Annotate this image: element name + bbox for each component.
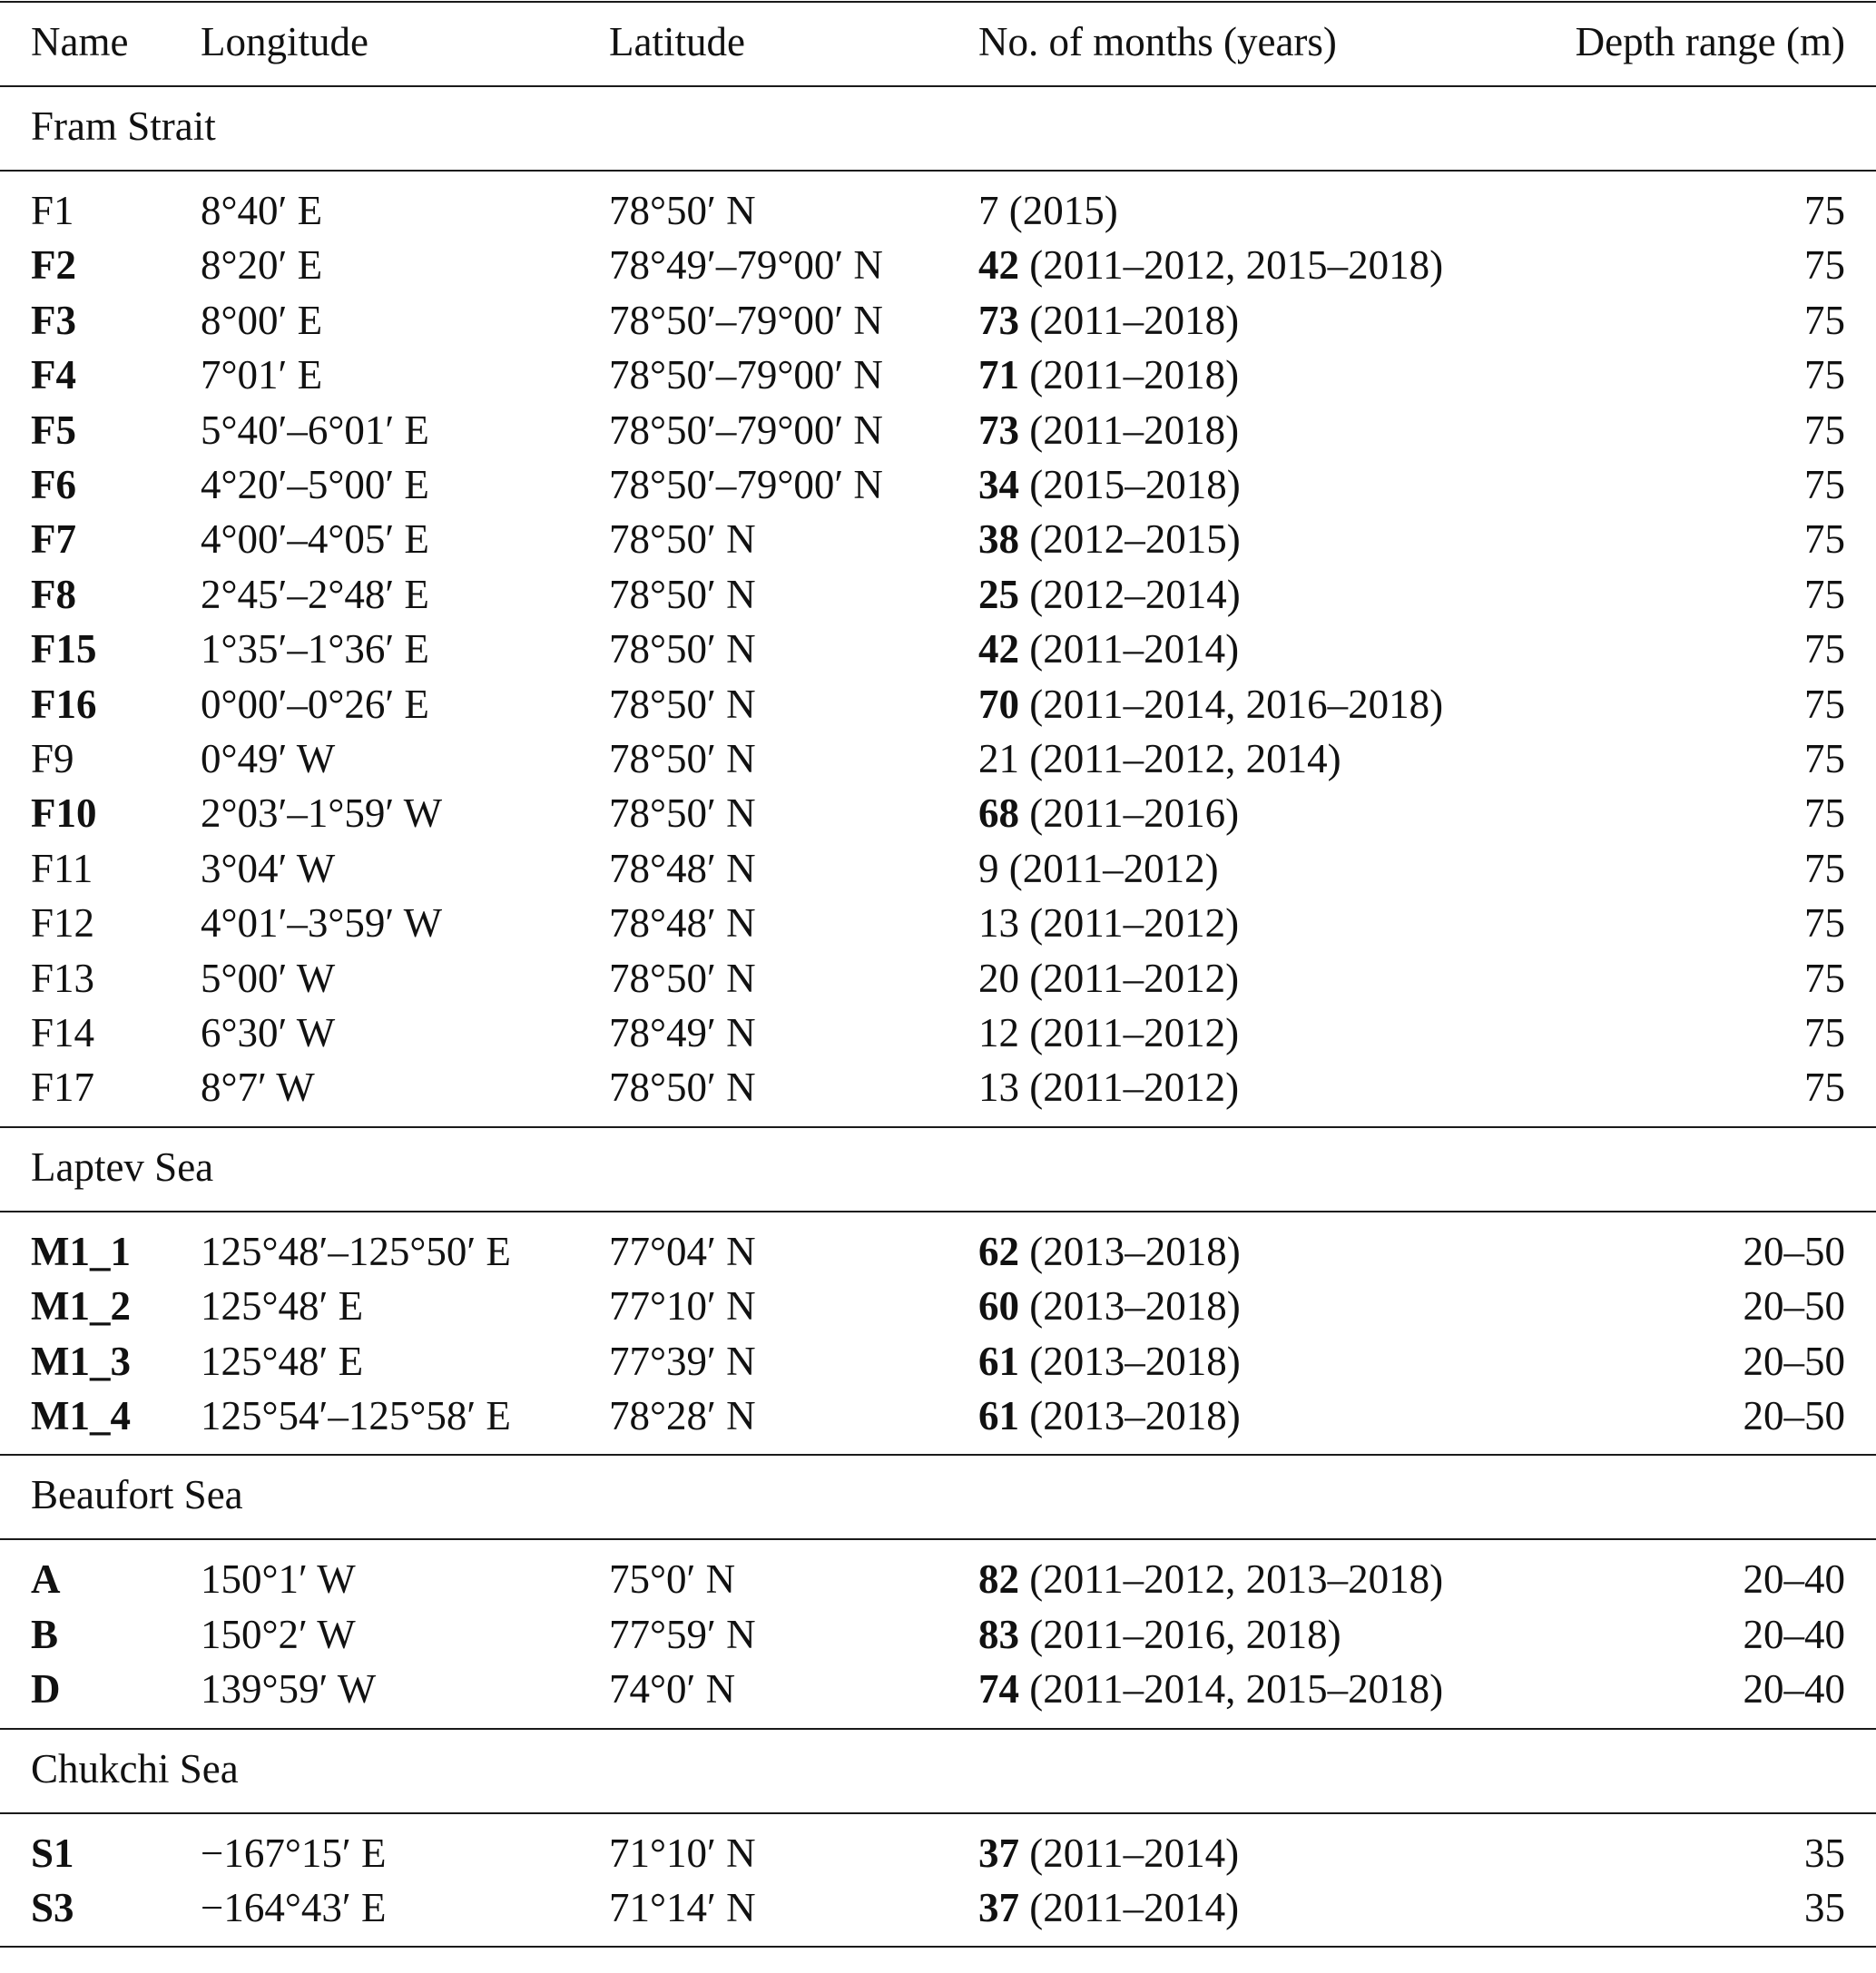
cell-longitude: −167°15′ E <box>201 1830 387 1876</box>
section-divider-rule <box>0 1126 1876 1128</box>
cell-name: F6 <box>31 462 76 507</box>
cell-longitude: 7°01′ E <box>201 352 323 398</box>
cell-depth: 75 <box>1804 352 1845 398</box>
cell-latitude: 78°50′ N <box>609 955 756 1001</box>
cell-longitude: 125°48′–125°50′ E <box>201 1228 511 1274</box>
cell-months <box>978 457 1241 512</box>
cell-depth: 75 <box>1804 1065 1845 1111</box>
years-range: (2011–2016) <box>1029 790 1240 837</box>
cell-longitude: 139°59′ W <box>201 1666 377 1713</box>
month-count: 68 <box>978 790 1019 837</box>
years-range: (2015) <box>1008 188 1118 233</box>
cell-months <box>978 731 1341 786</box>
section-rule <box>0 1812 1876 1814</box>
table-row <box>0 1224 1876 1279</box>
table-row <box>0 786 1876 840</box>
month-count: 34 <box>978 462 1019 507</box>
years-range: (2011–2014, 2015–2018) <box>1029 1666 1444 1713</box>
cell-latitude: 77°10′ N <box>609 1283 756 1330</box>
years-range: (2011–2014, 2016–2018) <box>1029 681 1444 727</box>
cell-latitude: 71°14′ N <box>609 1885 756 1930</box>
cell-depth: 75 <box>1804 955 1845 1001</box>
cell-months <box>978 951 1239 1006</box>
cell-name: A <box>31 1556 61 1603</box>
cell-name: F15 <box>31 626 97 672</box>
cell-latitude: 74°0′ N <box>609 1666 736 1713</box>
table-row <box>0 457 1876 512</box>
years-range: (2011–2014) <box>1029 626 1240 672</box>
years-range: (2015–2018) <box>1029 462 1241 507</box>
table-row <box>0 896 1876 950</box>
month-count: 42 <box>978 242 1019 289</box>
cell-name: F17 <box>31 1065 95 1111</box>
cell-latitude: 78°49′–79°00′ N <box>609 242 883 289</box>
table-row <box>0 1389 1876 1443</box>
cell-depth: 75 <box>1804 462 1845 507</box>
month-count: 71 <box>978 352 1019 398</box>
cell-depth: 75 <box>1804 845 1845 891</box>
years-range: (2013–2018) <box>1029 1283 1241 1330</box>
cell-months <box>978 1826 1239 1880</box>
cell-depth: 75 <box>1804 681 1845 727</box>
cell-latitude: 78°28′ N <box>609 1393 756 1438</box>
header-depth: Depth range (m) <box>1575 19 1845 64</box>
cell-name: M1_4 <box>31 1393 131 1438</box>
month-count: 20 <box>978 955 1019 1001</box>
table-row <box>0 1279 1876 1333</box>
month-count: 38 <box>978 516 1019 563</box>
cell-depth: 75 <box>1804 790 1845 837</box>
cell-depth: 75 <box>1804 516 1845 563</box>
cell-longitude: 125°48′ E <box>201 1283 364 1330</box>
cell-months <box>978 677 1443 731</box>
cell-name: F11 <box>31 845 93 891</box>
table-row <box>0 1662 1876 1716</box>
table-row <box>0 1607 1876 1662</box>
years-range: (2013–2018) <box>1029 1393 1241 1438</box>
month-count: 73 <box>978 407 1019 453</box>
cell-name: F13 <box>31 955 95 1001</box>
cell-latitude: 78°48′ N <box>609 900 756 947</box>
cell-latitude: 77°59′ N <box>609 1611 756 1657</box>
month-count: 13 <box>978 900 1019 947</box>
table-row <box>0 348 1876 402</box>
cell-longitude: 2°45′–2°48′ E <box>201 571 429 617</box>
cell-months <box>978 1880 1239 1935</box>
section-title: Chukchi Sea <box>31 1745 239 1791</box>
cell-depth: 75 <box>1804 626 1845 672</box>
cell-longitude: 2°03′–1°59′ W <box>201 790 443 837</box>
cell-latitude: 78°50′–79°00′ N <box>609 407 883 453</box>
cell-months <box>978 1662 1443 1716</box>
month-count: 42 <box>978 626 1019 672</box>
cell-months <box>978 238 1443 292</box>
header-name: Name <box>31 19 129 64</box>
month-count: 70 <box>978 681 1019 727</box>
cell-months <box>978 403 1239 457</box>
table-row <box>0 1552 1876 1606</box>
table-row <box>0 183 1876 238</box>
cell-depth: 20–50 <box>1743 1228 1845 1274</box>
cell-depth: 75 <box>1804 736 1845 781</box>
cell-months <box>978 293 1239 348</box>
cell-name: S3 <box>31 1885 74 1930</box>
cell-months <box>978 1552 1443 1606</box>
cell-depth: 20–50 <box>1743 1393 1845 1438</box>
cell-depth: 75 <box>1804 1010 1845 1055</box>
cell-longitude: 8°00′ E <box>201 297 323 343</box>
section-rule <box>0 1538 1876 1540</box>
cell-depth: 20–50 <box>1743 1338 1845 1384</box>
cell-months <box>978 1334 1241 1389</box>
cell-name: F14 <box>31 1010 95 1055</box>
cell-name: F16 <box>31 681 97 727</box>
cell-months <box>978 183 1118 238</box>
cell-depth: 75 <box>1804 407 1845 453</box>
cell-longitude: 0°00′–0°26′ E <box>201 681 429 727</box>
table-row <box>0 1826 1876 1880</box>
section-rule <box>0 170 1876 172</box>
cell-longitude: 125°48′ E <box>201 1338 364 1384</box>
cell-months <box>978 1279 1241 1333</box>
cell-latitude: 78°49′ N <box>609 1010 756 1055</box>
cell-depth: 75 <box>1804 900 1845 947</box>
cell-latitude: 75°0′ N <box>609 1556 736 1603</box>
cell-latitude: 78°50′ N <box>609 516 756 563</box>
month-count: 61 <box>978 1393 1019 1438</box>
years-range: (2011–2018) <box>1029 352 1240 398</box>
years-range: (2011–2014) <box>1029 1830 1240 1876</box>
cell-longitude: 8°20′ E <box>201 242 323 289</box>
years-range: (2011–2016, 2018) <box>1029 1611 1341 1657</box>
cell-latitude: 78°50′–79°00′ N <box>609 297 883 343</box>
section-title: Laptev Sea <box>31 1144 214 1190</box>
section-rule <box>0 1211 1876 1212</box>
cell-latitude: 78°50′ N <box>609 626 756 672</box>
cell-name: F9 <box>31 736 74 781</box>
years-range: (2011–2018) <box>1029 407 1240 453</box>
cell-longitude: 6°30′ W <box>201 1010 336 1055</box>
table-row <box>0 512 1876 566</box>
section-title: Beaufort Sea <box>31 1472 243 1518</box>
month-count: 13 <box>978 1065 1019 1111</box>
cell-latitude: 78°48′ N <box>609 845 756 891</box>
years-range: (2011–2012) <box>1029 1065 1240 1111</box>
cell-latitude: 71°10′ N <box>609 1830 756 1876</box>
cell-longitude: 4°20′–5°00′ E <box>201 462 429 507</box>
table-row <box>0 238 1876 292</box>
cell-longitude: 1°35′–1°36′ E <box>201 626 429 672</box>
cell-latitude: 78°50′ N <box>609 681 756 727</box>
cell-months <box>978 1060 1239 1114</box>
month-count: 83 <box>978 1611 1019 1657</box>
years-range: (2011–2014) <box>1029 1885 1240 1930</box>
month-count: 37 <box>978 1885 1019 1930</box>
cell-name: F2 <box>31 242 76 289</box>
cell-longitude: 4°01′–3°59′ W <box>201 900 443 947</box>
cell-longitude: 5°40′–6°01′ E <box>201 407 429 453</box>
header-bottom-rule <box>0 85 1876 87</box>
cell-months <box>978 786 1239 840</box>
cell-name: F12 <box>31 900 95 947</box>
cell-name: M1_2 <box>31 1283 131 1330</box>
cell-months <box>978 1006 1239 1060</box>
month-count: 25 <box>978 571 1019 617</box>
cell-longitude: 8°7′ W <box>201 1065 315 1111</box>
cell-latitude: 78°50′ N <box>609 736 756 781</box>
header-longitude: Longitude <box>201 19 368 64</box>
cell-longitude: 0°49′ W <box>201 736 336 781</box>
cell-name: S1 <box>31 1830 74 1876</box>
cell-months <box>978 567 1241 622</box>
cell-latitude: 78°50′ N <box>609 571 756 617</box>
month-count: 60 <box>978 1283 1019 1330</box>
cell-name: B <box>31 1611 59 1657</box>
table-header-row <box>0 15 1876 69</box>
table-row <box>0 403 1876 457</box>
cell-depth: 20–40 <box>1743 1556 1845 1603</box>
cell-name: F5 <box>31 407 76 453</box>
cell-name: F1 <box>31 188 74 233</box>
table-row <box>0 567 1876 622</box>
section-divider-rule <box>0 1454 1876 1456</box>
cell-depth: 75 <box>1804 571 1845 617</box>
month-count: 12 <box>978 1010 1019 1055</box>
cell-latitude: 78°50′–79°00′ N <box>609 462 883 507</box>
cell-name: F4 <box>31 352 76 398</box>
years-range: (2011–2012) <box>1008 845 1219 891</box>
cell-name: F10 <box>31 790 97 837</box>
cell-longitude: 5°00′ W <box>201 955 336 1001</box>
cell-name: M1_3 <box>31 1338 131 1384</box>
month-count: 37 <box>978 1830 1019 1876</box>
years-range: (2011–2012) <box>1029 1010 1240 1055</box>
years-range: (2011–2012) <box>1029 955 1240 1001</box>
cell-months <box>978 841 1219 896</box>
table-row <box>0 1880 1876 1935</box>
years-range: (2011–2012, 2013–2018) <box>1029 1556 1444 1603</box>
section-title: Fram Strait <box>31 103 216 149</box>
table-row <box>0 1006 1876 1060</box>
month-count: 7 <box>978 188 999 233</box>
month-count: 9 <box>978 845 999 891</box>
cell-depth: 35 <box>1804 1885 1845 1930</box>
header-months: No. of months (years) <box>978 19 1337 64</box>
cell-name: F3 <box>31 297 76 343</box>
section-divider-rule <box>0 1728 1876 1730</box>
cell-name: F7 <box>31 516 76 563</box>
cell-longitude: 8°40′ E <box>201 188 323 233</box>
month-count: 62 <box>978 1228 1019 1274</box>
month-count: 73 <box>978 297 1019 343</box>
cell-latitude: 78°50′ N <box>609 1065 756 1111</box>
cell-longitude: 125°54′–125°58′ E <box>201 1393 511 1438</box>
cell-months <box>978 512 1241 566</box>
years-range: (2011–2018) <box>1029 297 1240 343</box>
cell-depth: 35 <box>1804 1830 1845 1876</box>
cell-latitude: 77°39′ N <box>609 1338 756 1384</box>
table-top-rule <box>0 1 1876 3</box>
table-row <box>0 951 1876 1006</box>
cell-depth: 75 <box>1804 297 1845 343</box>
table-row <box>0 841 1876 896</box>
cell-name: F8 <box>31 571 76 617</box>
cell-latitude: 78°50′–79°00′ N <box>609 352 883 398</box>
header-latitude: Latitude <box>609 19 745 64</box>
month-count: 61 <box>978 1338 1019 1384</box>
years-range: (2011–2012, 2015–2018) <box>1029 242 1444 289</box>
table-bottom-rule <box>0 1946 1876 1948</box>
cell-depth: 20–40 <box>1743 1666 1845 1713</box>
cell-latitude: 77°04′ N <box>609 1228 756 1274</box>
cell-name: D <box>31 1666 61 1713</box>
cell-months <box>978 896 1239 950</box>
years-range: (2011–2012) <box>1029 900 1240 947</box>
table-row <box>0 1060 1876 1114</box>
month-count: 21 <box>978 736 1019 781</box>
cell-months <box>978 1607 1341 1662</box>
table-row <box>0 293 1876 348</box>
cell-latitude: 78°50′ N <box>609 790 756 837</box>
cell-name: M1_1 <box>31 1228 131 1274</box>
cell-longitude: 4°00′–4°05′ E <box>201 516 429 563</box>
years-range: (2012–2014) <box>1029 571 1241 617</box>
month-count: 82 <box>978 1556 1019 1603</box>
cell-longitude: 150°2′ W <box>201 1611 356 1657</box>
cell-longitude: 150°1′ W <box>201 1556 356 1603</box>
table-row <box>0 622 1876 676</box>
cell-longitude: 3°04′ W <box>201 845 336 891</box>
month-count: 74 <box>978 1666 1019 1713</box>
cell-depth: 20–40 <box>1743 1611 1845 1657</box>
years-range: (2011–2012, 2014) <box>1029 736 1341 781</box>
cell-depth: 75 <box>1804 188 1845 233</box>
table-row <box>0 731 1876 786</box>
cell-months <box>978 622 1239 676</box>
cell-months <box>978 1389 1241 1443</box>
cell-longitude: −164°43′ E <box>201 1885 387 1930</box>
table-row <box>0 1334 1876 1389</box>
years-range: (2013–2018) <box>1029 1338 1241 1384</box>
cell-latitude: 78°50′ N <box>609 188 756 233</box>
years-range: (2012–2015) <box>1029 516 1241 563</box>
cell-months <box>978 348 1239 402</box>
cell-depth: 75 <box>1804 242 1845 289</box>
years-range: (2013–2018) <box>1029 1228 1241 1274</box>
table-row <box>0 677 1876 731</box>
cell-months <box>978 1224 1241 1279</box>
cell-depth: 20–50 <box>1743 1283 1845 1330</box>
